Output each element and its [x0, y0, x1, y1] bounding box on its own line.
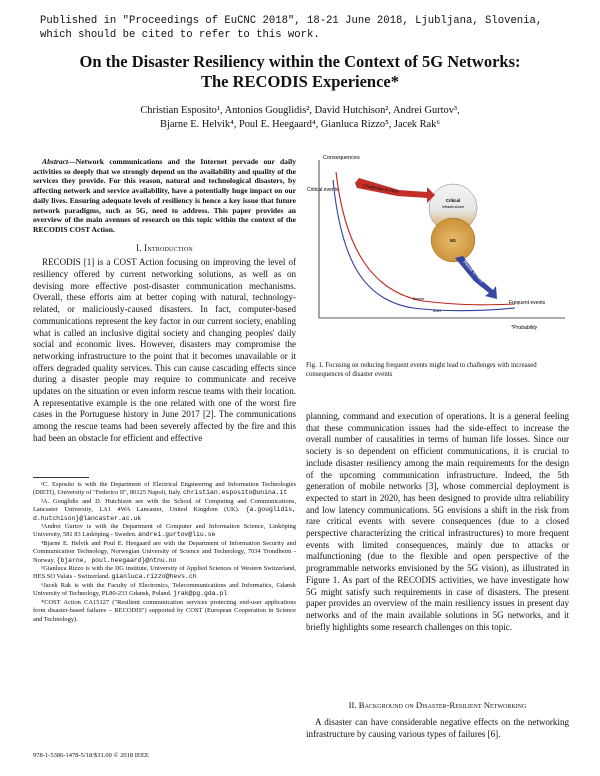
publication-notice: [40, 14, 570, 42]
critical-infra-label-1: Critical: [445, 198, 461, 203]
figure-caption: Fig. 1. Focusing on reducing frequent events might lead to challenges with increased consequences of disaster events: [306, 362, 537, 378]
figure-1: [303, 150, 571, 356]
paper-title: [30, 52, 570, 92]
background-paragraph: [306, 717, 569, 740]
y-axis-label: Consequences: [323, 155, 360, 161]
authors-line-2: Bjarne E. Helvik⁴, Poul E. Heegaard⁴, Gianluca Rizzo⁵, Jacek Rak⁶: [160, 119, 440, 130]
abstract-label: Abstract: [42, 157, 69, 166]
footnote-1-text: ¹C. Esposito is with the Department of Electrical Engineering and Information Technologies (DIETI), University of "Federico II", 80125 Napoli, Italy.: [33, 481, 296, 497]
title-line-2: The RECODIS Experience*: [201, 72, 399, 91]
footnote-2-email: {a.gouglidis, d.hutchison}@lancaster.ac.uk: [33, 506, 297, 522]
author-list: [60, 104, 540, 132]
right-column: [306, 411, 569, 633]
footnote-5-text: ⁵Gianluca Rizzo is with the IIG institute, University of Applied Sciences of Western Switzerland, HES SO Valais - Switzerland.: [33, 565, 296, 581]
right-paragraph: planning, command and execution of operations. It is a general feeling that these communication issues had the side-effect to increase the overall number of causalities in terms of human life losses. Since our society is so dependent on efficient communications, it is crucial to include disaster resiliency among the main requirements for the design of the upcoming communication infrastructure. Indeed, the 5th generation of mobile networks [3], whose commercial deployment is expected to start in 2020, has been designed to provide ultra reliability and low latency communications. 5G envisions a shift in the risk from rare critical events with severe consequences (due to a closed perspective characterizing the critical infrastructures) to more frequent events with limited consequences, mainly due to attacks or malfunctioning (due to the flexible and open perspective of the programmable networks envisioned by the 5G vision), as illustrated in Figure 1. As part of the RECODIS activities, we have investigate how 5G might satisfy such requirements in case of disasters. The present paper provides an overview of the main resiliency issues in present day networks and of the main available solutions in 5G networks, and it briefly highlights some research challenges on this topic.: [306, 411, 569, 632]
frequent-events-label: Frequent events: [509, 300, 546, 306]
footnotes: [33, 481, 296, 624]
footnote-6: [33, 582, 296, 599]
footnote-2: [33, 498, 296, 523]
notice-line-2: which should be cited to refer to this work.: [40, 29, 320, 41]
footnote-4: [33, 540, 296, 565]
footnote-5-email: gianluca.rizzo@hevs.ch: [111, 573, 197, 581]
footnote-1-email: christian.esposito@unina.it: [183, 489, 288, 497]
x-axis-label: *Probability: [511, 325, 538, 331]
notice-line-1: Published in "Proceedings of EuCNC 2018", 18-21 June 2018, Ljubljana, Slovenia,: [40, 15, 543, 27]
after-label: After: [433, 309, 442, 313]
footnote-1: [33, 481, 296, 498]
intro-paragraph: RECODIS [1] is a COST Action focusing on improving the level of resiliency offered by current networking solutions, as well as on devising more effective post-disaster communication mechanisms. Overall, these efforts aim at better coping with natural, technology-related, or maliciously-caused disasters. In fact, computer-based communications represent the key factor in our current society, enabling what is called an inclusive digital society and changing peoples' daily social and economic lives. However, disasters may compromise the networking infrastructure to the point that it becomes unavailable or it offers degraded quality services. This can cause cascading effects since during a disaster people may require to communicate and receive updates on the situation or even inform rescue teams with their location. A representative example is the one related with one of the worst fire cases in the Portuguese history in June 2017 [2]. The communications among the rescue teams had been severely affected by the fire and this had been an obstacle for efficient and effective: [33, 257, 296, 443]
footnote-3-email: andrei.gurtov@liu.se: [138, 531, 216, 539]
footnote-2-text: ²A. Gouglidis and D. Hutchison are with the School of Computing and Communications, Lancaster University, LA1 4WA Lancaster, United Kingdom (UK).: [33, 497, 296, 514]
authors-line-1: Christian Esposito¹, Antonios Gouglidis², David Hutchison², Andrei Gurtov³,: [140, 105, 460, 116]
footnote-4-email: {bjarne, poul.heegaard}@ntnu.no: [56, 556, 177, 564]
section-heading-background: [306, 700, 569, 710]
footnote-3-text: ³Andrei Gurtov is with the Department of Computer and Information Science, Linköping University, 581 83 Linköping - Sweden.: [33, 523, 296, 539]
footnote-rule: [33, 477, 89, 478]
fiveg-label: 5G: [450, 238, 456, 243]
critical-events-label: Critical events: [307, 187, 339, 193]
isbn-line: 978-1-5386-1478-5/18/$31.00 © 2018 IEEE: [33, 752, 149, 759]
section-heading-introduction: I. Introduction: [136, 242, 193, 253]
abstract: [33, 157, 296, 235]
abstract-text: —Network communications and the Internet pervade our daily activities so deeply that we strongly depend on the availability and quality of the services they provide. For this reason, natural and technological disasters, by affecting network and service availability, have a potentially huge impact on our daily lives. Ensuring adequate levels of resiliency is hence a key issue that future network paradigms, such as 5G, need to address. This paper provides an overview of the main avenues of research on this topic within the context of the RECODIS COST Action.: [33, 157, 296, 234]
section-heading-background-text: II. Background on Disaster-Resilient Networking: [348, 700, 527, 710]
footnote-star: *COST Action CA15127 ("Resilient communication services protecting end-user applications from disaster-based failures – RECODIS") supported by COST (European Cooperation in Science and Technology).: [33, 598, 296, 623]
challenge-label: Challenge is here: [362, 183, 399, 195]
footnote-6-email: jrak@pg.gda.pl: [173, 590, 228, 598]
footnote-6-text: ⁶Jacek Rak is with the Faculty of Electronics, Telecommunications and Informatics, Gdansk University of Technology, PL80-233 Gdansk, Poland.: [33, 581, 296, 598]
background-paragraph-text: A disaster can have considerable negative effects on the networking infrastructure by causing various types of failures [6].: [306, 717, 569, 739]
footnote-5: [33, 565, 296, 582]
footnote-4-text: ⁴Bjarne E. Helvik and Poul E. Heegaard are with the Department of Information Security and Communication Technology, Norwegian University of Science and Technology, 7034 Trondheim - Norway.: [33, 539, 296, 564]
result-label: Result is here: [462, 259, 485, 284]
critical-infra-label-2: infrastructure: [441, 205, 465, 209]
title-line-1: On the Disaster Resiliency within the Context of 5G Networks:: [79, 52, 521, 71]
before-label: Before: [413, 297, 425, 301]
left-column: [33, 157, 296, 445]
footnote-3: [33, 523, 296, 540]
